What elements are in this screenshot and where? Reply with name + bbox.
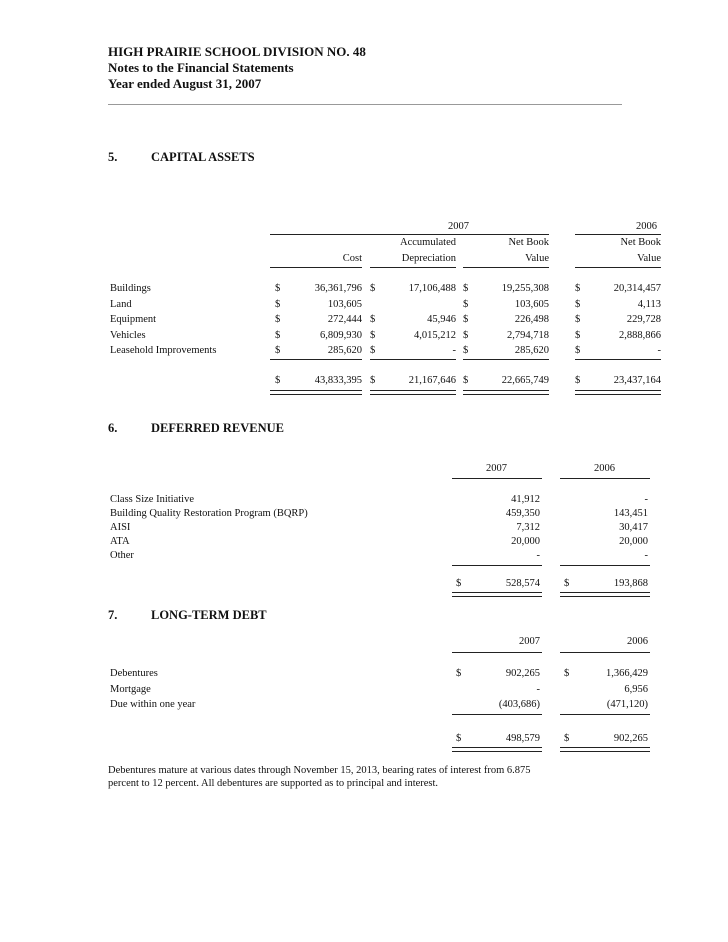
row-label: AISI (110, 522, 131, 533)
accum-value: 45,946 (427, 314, 456, 325)
nbv06-value: - (657, 345, 661, 356)
section-title-long-term-debt: LONG-TERM DEBT (151, 608, 267, 622)
ca-nbv06-head-rule (575, 267, 661, 268)
ltd-2007-rule (452, 652, 542, 653)
value-2006: (471,120) (606, 699, 648, 710)
currency-symbol: $ (575, 330, 581, 341)
ca-subtotal-rule (575, 359, 661, 360)
section-number-5: 5. (108, 150, 118, 164)
currency-symbol: $ (463, 283, 469, 294)
section-number-7: 7. (108, 608, 118, 622)
row-label: Due within one year (110, 699, 196, 710)
ltd-subtotal-rule (560, 714, 650, 715)
total-2007: 528,574 (505, 578, 540, 589)
doc-period: Year ended August 31, 2007 (108, 76, 262, 91)
value-2006: 30,417 (619, 522, 648, 533)
currency-symbol: $ (275, 299, 281, 310)
nbv-value: 2,794,718 (507, 330, 549, 341)
currency-symbol: $ (463, 345, 469, 356)
debenture-note-line-1: Debentures mature at various dates through November 15, 2013, bearing rates of interest from 6.875 (108, 765, 531, 776)
row-label: Other (110, 550, 134, 561)
ca-col-cost: Cost (342, 253, 362, 264)
value-2007: - (536, 550, 540, 561)
ca-nbv-head-rule (463, 267, 549, 268)
row-label: Land (110, 299, 132, 310)
nbv06-value: 4,113 (637, 299, 661, 310)
ltd-subtotal-rule (452, 714, 542, 715)
row-label: ATA (110, 536, 130, 547)
dr-2007-rule (452, 478, 542, 479)
ltd-year-2006: 2006 (627, 636, 648, 647)
nbv-value: 226,498 (514, 314, 549, 325)
total-accum: 21,167,646 (408, 375, 456, 386)
currency-symbol: $ (275, 330, 281, 341)
cost-value: 36,361,796 (314, 283, 362, 294)
ca-col-nbv06-1: Net Book (620, 237, 661, 248)
ca-total-double-rule (463, 390, 549, 395)
value-2007: 902,265 (505, 668, 540, 679)
dr-subtotal-rule (452, 565, 542, 566)
ca-col-nbv-2: Value (525, 253, 549, 264)
cost-value: 103,605 (327, 299, 362, 310)
ltd-total-double-rule (452, 747, 542, 752)
ca-year-2006: 2006 (636, 221, 657, 232)
total-2007: 498,579 (505, 733, 540, 744)
value-2006: 6,956 (624, 684, 648, 695)
org-title: HIGH PRAIRIE SCHOOL DIVISION NO. 48 (108, 44, 366, 59)
row-label: Leasehold Improvements (110, 345, 217, 356)
currency-symbol: $ (456, 733, 462, 744)
total-cost: 43,833,395 (314, 375, 362, 386)
dr-2006-rule (560, 478, 650, 479)
currency-symbol: $ (564, 578, 570, 589)
ca-year-2007: 2007 (448, 221, 469, 232)
currency-symbol: $ (275, 345, 281, 356)
currency-symbol: $ (564, 668, 570, 679)
nbv-value: 103,605 (514, 299, 549, 310)
ca-total-double-rule (575, 390, 661, 395)
value-2007: 459,350 (505, 508, 540, 519)
dr-year-2006: 2006 (594, 463, 615, 474)
currency-symbol: $ (575, 283, 581, 294)
currency-symbol: $ (575, 375, 581, 386)
value-2006: - (644, 494, 648, 505)
ca-cost-head-rule (270, 267, 362, 268)
currency-symbol: $ (275, 375, 281, 386)
ca-total-double-rule (270, 390, 362, 395)
ca-total-double-rule (370, 390, 456, 395)
dr-year-2007: 2007 (486, 463, 507, 474)
currency-symbol: $ (463, 330, 469, 341)
nbv06-value: 20,314,457 (613, 283, 661, 294)
header-rule (108, 104, 622, 105)
dr-total-double-rule (560, 592, 650, 597)
accum-value: 17,106,488 (408, 283, 456, 294)
total-2006: 902,265 (613, 733, 648, 744)
value-2006: 20,000 (619, 536, 648, 547)
cost-value: 285,620 (327, 345, 362, 356)
currency-symbol: $ (456, 578, 462, 589)
section-title-deferred-revenue: DEFERRED REVENUE (151, 421, 285, 435)
currency-symbol: $ (463, 375, 469, 386)
total-nbv06: 23,437,164 (613, 375, 661, 386)
currency-symbol: $ (370, 375, 376, 386)
value-2007: 41,912 (511, 494, 540, 505)
currency-symbol: $ (456, 668, 462, 679)
ca-2006-rule (575, 234, 661, 235)
row-label: Buildings (110, 283, 151, 294)
value-2006: 143,451 (613, 508, 648, 519)
value-2007: - (536, 684, 540, 695)
ca-subtotal-rule (270, 359, 362, 360)
accum-value: 4,015,212 (414, 330, 456, 341)
nbv06-value: 2,888,866 (619, 330, 661, 341)
nbv06-value: 229,728 (626, 314, 661, 325)
row-label: Building Quality Restoration Program (BQRP) (110, 508, 308, 519)
currency-symbol: $ (275, 314, 281, 325)
currency-symbol: $ (370, 283, 376, 294)
section-number-6: 6. (108, 421, 118, 435)
accum-value: - (452, 345, 456, 356)
value-2006: 1,366,429 (606, 668, 648, 679)
value-2007: (403,686) (498, 699, 540, 710)
currency-symbol: $ (370, 314, 376, 325)
debenture-note-line-2: percent to 12 percent. All debentures are supported as to principal and interest. (108, 778, 439, 789)
ltd-total-double-rule (560, 747, 650, 752)
currency-symbol: $ (275, 283, 281, 294)
ca-col-nbv06-2: Value (637, 253, 661, 264)
ca-col-accum-1: Accumulated (400, 237, 456, 248)
doc-subtitle: Notes to the Financial Statements (108, 60, 294, 75)
ca-col-nbv-1: Net Book (508, 237, 549, 248)
row-label: Debentures (110, 668, 158, 679)
ltd-2006-rule (560, 652, 650, 653)
currency-symbol: $ (463, 314, 469, 325)
row-label: Mortgage (110, 684, 151, 695)
ltd-year-2007: 2007 (519, 636, 540, 647)
total-nbv: 22,665,749 (501, 375, 549, 386)
currency-symbol: $ (575, 299, 581, 310)
cost-value: 6,809,930 (320, 330, 362, 341)
dr-subtotal-rule (560, 565, 650, 566)
section-title-capital-assets: CAPITAL ASSETS (151, 150, 255, 164)
currency-symbol: $ (575, 345, 581, 356)
ca-col-accum-2: Depreciation (401, 253, 456, 264)
currency-symbol: $ (575, 314, 581, 325)
currency-symbol: $ (370, 330, 376, 341)
value-2006: - (644, 550, 648, 561)
currency-symbol: $ (564, 733, 570, 744)
row-label: Class Size Initiative (110, 494, 194, 505)
ca-2007-rule (270, 234, 549, 235)
value-2007: 20,000 (511, 536, 540, 547)
total-2006: 193,868 (613, 578, 648, 589)
cost-value: 272,444 (327, 314, 362, 325)
ca-subtotal-rule (370, 359, 456, 360)
nbv-value: 19,255,308 (501, 283, 549, 294)
dr-total-double-rule (452, 592, 542, 597)
currency-symbol: $ (463, 299, 469, 310)
ca-subtotal-rule (463, 359, 549, 360)
row-label: Equipment (110, 314, 157, 325)
value-2007: 7,312 (516, 522, 540, 533)
nbv-value: 285,620 (514, 345, 549, 356)
row-label: Vehicles (110, 330, 146, 341)
ca-accum-head-rule (370, 267, 456, 268)
currency-symbol: $ (370, 345, 376, 356)
